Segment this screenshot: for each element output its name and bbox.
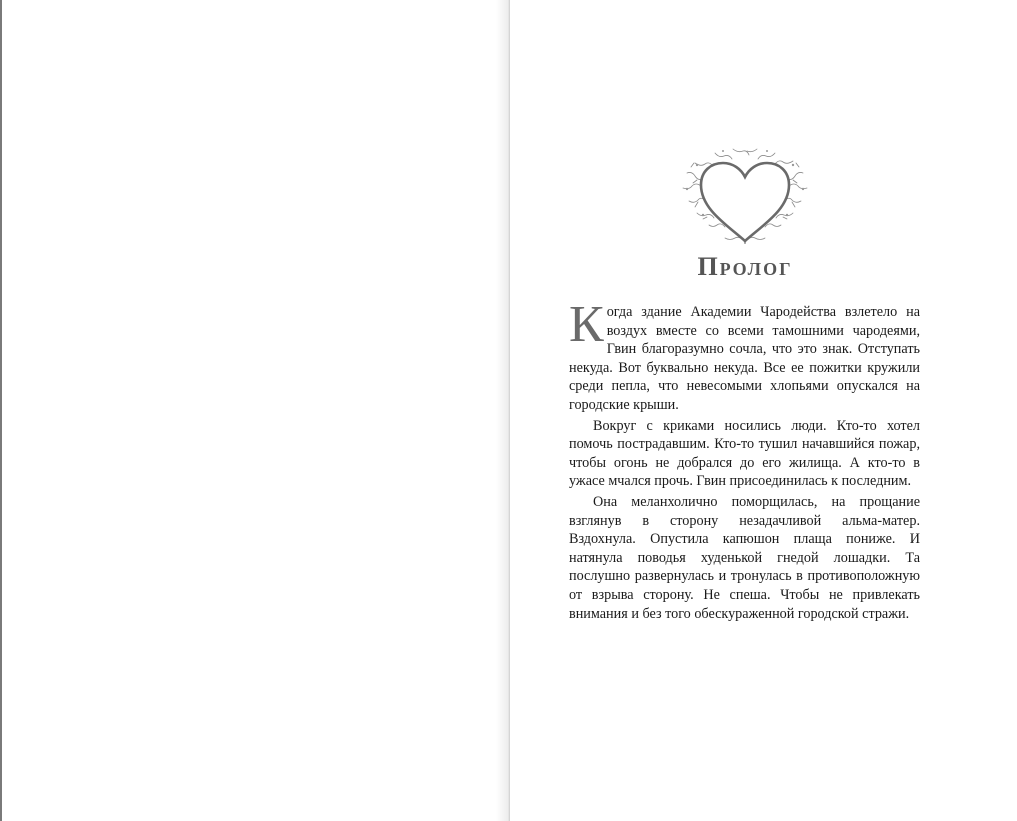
paragraph-1-text: огда здание Академии Чародейства взлетело на воздух вместе со всеми тамошними чародеями, Гвин благоразумно сочла, что это знак. Отступать некуда. Вот буквально некуда. Все ее пожитки кружили среди пепла, что невесомыми хлопьями опускался на городские крыши. [569,304,920,413]
chapter-title: Пролог [697,252,793,281]
chapter-body [569,296,920,623]
paragraph-1 [569,296,920,415]
paragraph-2: Вокруг с криками носились люди. Кто-то хотел помочь пострадавшим. Кто-то тушил начавшийся пожар, чтобы огонь не добрался до его жилища. А кто-то в ужасе мчался прочь. Гвин присоединилась к последним. [569,417,920,490]
drop-cap: К [569,296,604,353]
right-page [510,0,1017,821]
heart-vine-ornament-icon [675,143,815,253]
left-page-blank [2,0,508,821]
paragraph-3: Она меланхолично поморщилась, на прощание взглянув в сторону незадачливой альма-матер. Вздохнула. Опустила капюшон плаща пониже. И натянула поводья худенькой гнедой лошадки. Та послушно развернулась и тронулась в противоположную от взрыва сторону. Не спеша. Чтобы не привлекать внимания и без того обескураженной городской стражи. [569,493,920,622]
